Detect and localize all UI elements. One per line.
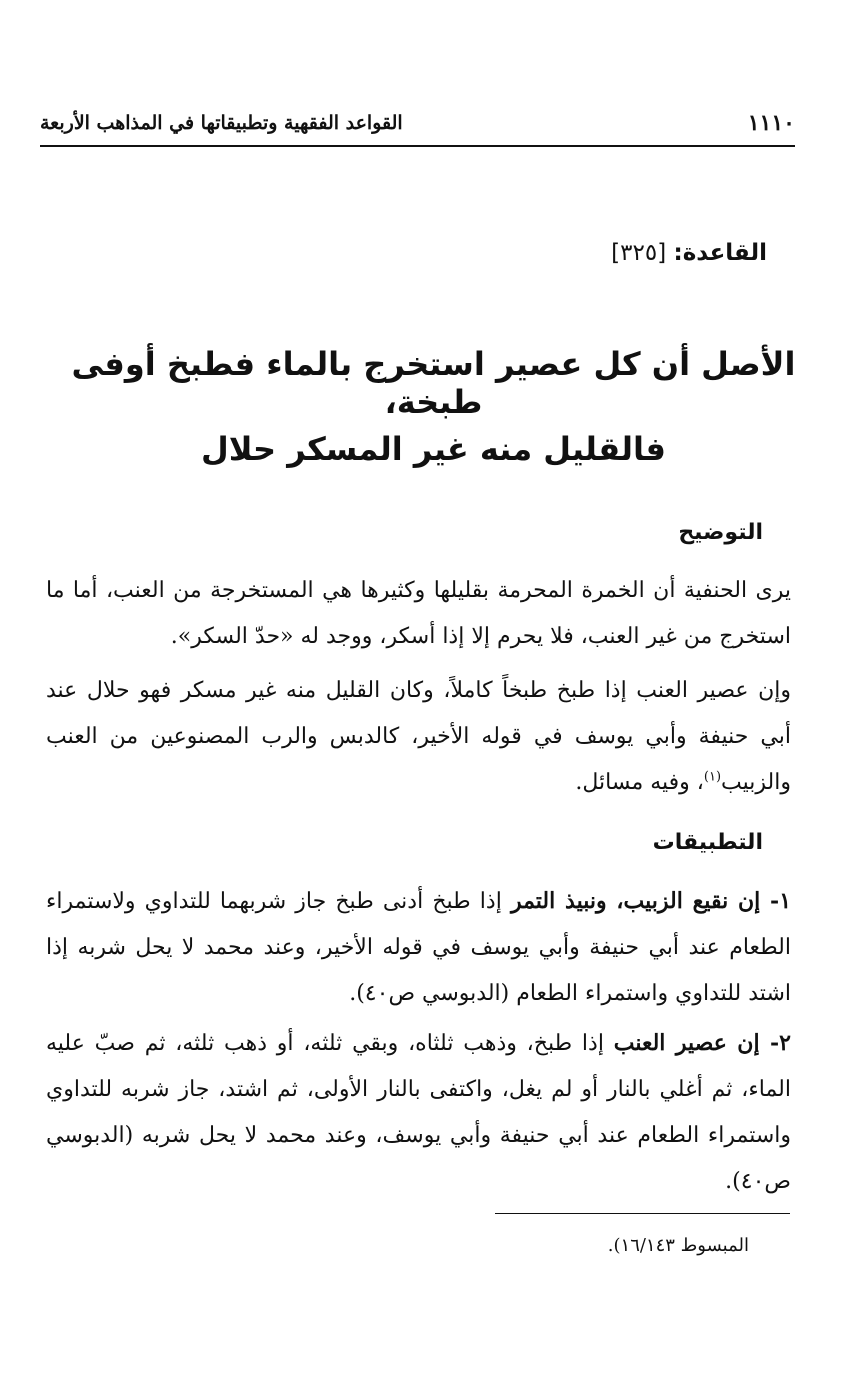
rule-label-key: القاعدة:	[673, 240, 767, 266]
running-title: القواعد الفقهية وتطبيقاتها في المذاهب الأربعة	[40, 112, 403, 134]
explanation-paragraph-2-tail: ، وفيه مسائل.	[575, 770, 704, 795]
application-item-2-text: إذا طبخ، وذهب ثلثاه، وبقي ثلثه، أو ذهب ثلثه، ثم صبّ عليه الماء، ثم أغلي بالنار أو لم يغل، واكتفى بالنار الأولى، ثم اشتد، جاز شربه للتداوي واستمراء الطعام عند أبي حنيفة وأبي يوسف، وعند محمد لا يحل شربه (الدبوسي ص٤٠).	[46, 1031, 791, 1194]
explanation-paragraph-2-text: وإن عصير العنب إذا طبخ طبخاً كاملاً، وكان القليل منه غير مسكر فهو حلال عند أبي حنيفة وأبي يوسف في قوله الأخير، كالدبس والرب المصنوعين من العنب والزبيب	[46, 678, 791, 795]
applications-heading: التطبيقات	[652, 830, 763, 855]
rule-text-line-2: فالقليل منه غير المسكر حلال	[200, 430, 666, 468]
explanation-paragraph-2	[46, 668, 791, 806]
explanation-paragraph-1: يرى الحنفية أن الخمرة المحرمة بقليلها وكثيرها هي المستخرجة من العنب، أما ما استخرج من غير العنب، فلا يحرم إلا إذا أسكر، ووجد له «حدّ السكر».	[46, 578, 791, 649]
footnote-rule	[495, 1213, 790, 1214]
application-item-2-lead: ٢- إن عصير العنب	[613, 1030, 791, 1056]
rule-label	[611, 240, 767, 266]
explanation-heading: التوضيح	[678, 520, 763, 545]
page-header	[40, 110, 795, 140]
footnote-reference[interactable]: (١)	[703, 769, 722, 785]
page-number: ١١١٠	[747, 110, 795, 136]
application-item-1	[46, 878, 791, 1017]
footnote: المبسوط ١٦/١٤٣).	[607, 1235, 749, 1256]
application-item-1-text: إذا طبخ أدنى طبخ جاز شربهما للتداوي ولاستمراء الطعام عند أبي حنيفة وأبي يوسف في قوله الأخير، وعند محمد لا يحل شربه إذا اشتد للتداوي واستمراء الطعام (الدبوسي ص٤٠).	[46, 889, 791, 1006]
application-item-1-lead: ١- إن نقيع الزبيب، ونبيذ التمر	[510, 888, 792, 914]
application-item-2	[46, 1020, 791, 1205]
header-rule	[40, 145, 795, 147]
rule-text-line-1: الأصل أن كل عصير استخرج بالماء فطبخ أوفى طبخة،	[71, 345, 796, 421]
rule-number: [٣٢٥]	[611, 240, 667, 266]
